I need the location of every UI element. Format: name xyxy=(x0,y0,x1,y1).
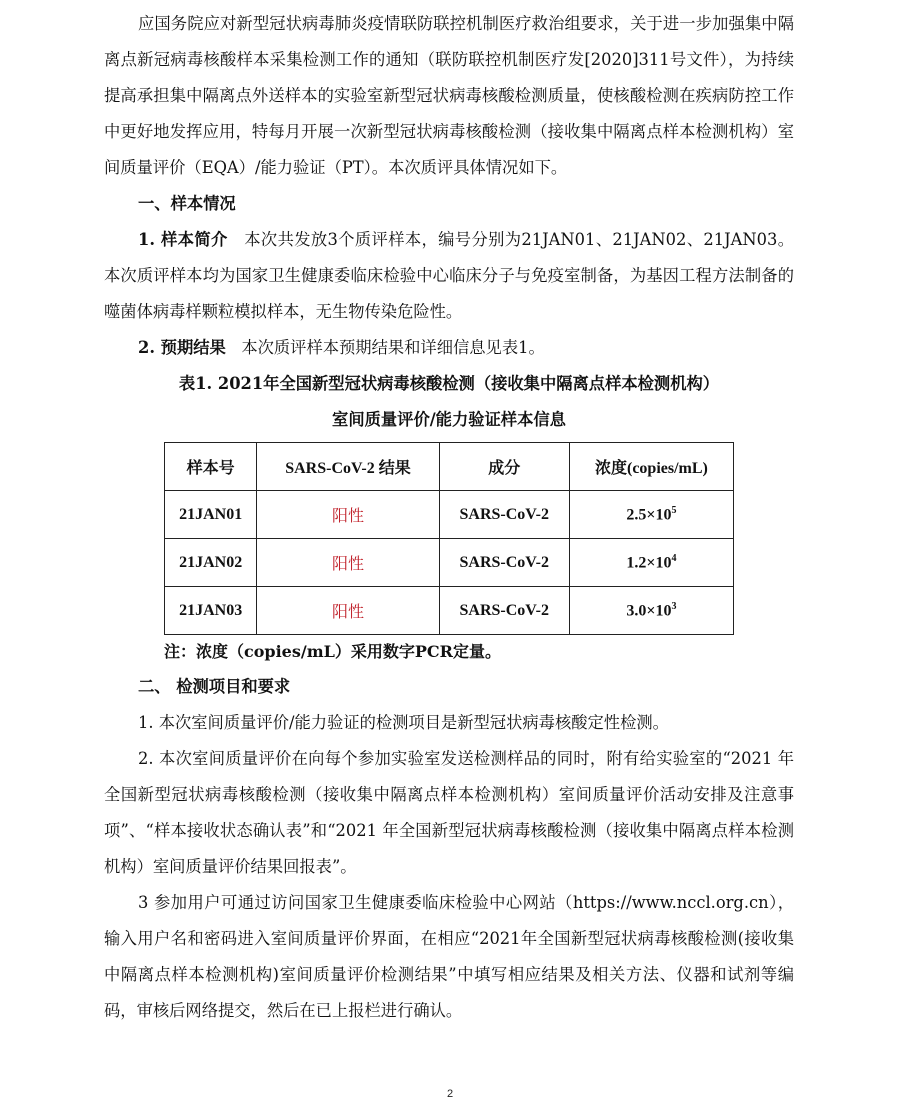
cell-result: 阳性 xyxy=(257,491,439,539)
document-body xyxy=(104,6,794,1029)
conc-exponent: 5 xyxy=(671,504,677,516)
expected-results-text: 本次质评样本预期结果和详细信息见表1。 xyxy=(241,338,545,357)
section2-paragraph-3: 3 参加用户可通过访问国家卫生健康委临床检验中心网站（https://www.nccl.org.cn），输入用户名和密码进入室间质量评价界面，在相应“2021年全国新型冠状病毒核酸检测(接收集中隔离点样本检测机构)室间质量评价检测结果”中填写相应结果及相关方法、仪器和试剂等编码，审核后网络提交，然后在已上报栏进行确认。 xyxy=(104,893,794,1020)
conc-exponent: 3 xyxy=(671,600,677,612)
table-caption-line1: 表1. 2021年全国新型冠状病毒核酸检测（接收集中隔离点样本检测机构） xyxy=(178,374,720,393)
cell-sample-id: 21JAN02 xyxy=(165,539,257,587)
table-caption-line2: 室间质量评价/能力验证样本信息 xyxy=(332,410,566,429)
sample-intro-label: 1. 样本简介 xyxy=(138,230,228,249)
cell-component: SARS-CoV-2 xyxy=(439,491,569,539)
header-component xyxy=(439,443,569,491)
page-number: 2 xyxy=(446,1088,454,1100)
cell-component: SARS-CoV-2 xyxy=(439,539,569,587)
table-row xyxy=(165,491,734,539)
table-row xyxy=(165,539,734,587)
cell-concentration xyxy=(569,587,733,635)
expected-results-label: 2. 预期结果 xyxy=(138,338,226,357)
header-result xyxy=(257,443,439,491)
header-component-text: 成分 xyxy=(488,460,521,477)
table-row xyxy=(165,587,734,635)
cell-concentration xyxy=(569,539,733,587)
conc-base: 1.2×10 xyxy=(626,554,672,572)
conc-base: 2.5×10 xyxy=(626,506,672,524)
section2-heading: 二、 检测项目和要求 xyxy=(138,677,291,696)
table-header-row xyxy=(165,443,734,491)
header-concentration xyxy=(569,443,733,491)
cell-result: 阳性 xyxy=(257,539,439,587)
header-concentration-text: 浓度(copies/mL) xyxy=(595,460,708,477)
intro-paragraph: 应国务院应对新型冠状病毒肺炎疫情联防联控机制医疗救治组要求，关于进一步加强集中隔离点新冠病毒核酸样本采集检测工作的通知（联防联控机制医疗发[2020]311号文件），为持续提高承担集中隔离点外送样本的实验室新型冠状病毒核酸检测质量，使核酸检测在疾病防控工作中更好地发挥应用，特每月开展一次新型冠状病毒核酸检测（接收集中隔离点样本检测机构）室间质量评价（EQA）/能力验证（PT）。本次质评具体情况如下。 xyxy=(104,14,794,177)
sample-info-table xyxy=(164,442,734,635)
header-result-text: SARS-CoV-2 结果 xyxy=(285,460,411,477)
conc-exponent: 4 xyxy=(671,552,677,564)
table-note: 注：浓度（copies/mL）采用数字PCR定量。 xyxy=(164,642,501,661)
cell-result: 阳性 xyxy=(257,587,439,635)
section1-heading: 一、样本情况 xyxy=(138,194,236,213)
cell-concentration xyxy=(569,491,733,539)
sample-intro-text: 本次共发放3个质评样本，编号分别为21JAN01、21JAN02、21JAN03。本次质评样本均为国家卫生健康委临床检验中心临床分子与免疫室制备，为基因工程方法制备的噬菌体病毒样颗粒模拟样本，无生物传染危险性。 xyxy=(104,230,794,321)
conc-base: 3.0×10 xyxy=(626,602,672,620)
cell-component: SARS-CoV-2 xyxy=(439,587,569,635)
cell-sample-id: 21JAN01 xyxy=(165,491,257,539)
header-sample-id xyxy=(165,443,257,491)
section2-paragraph-2: 2. 本次室间质量评价在向每个参加实验室发送检测样品的同时，附有给实验室的“2021 年全国新型冠状病毒核酸检测（接收集中隔离点样本检测机构）室间质量评价活动安排及注意事项”、“样本接收状态确认表”和“2021 年全国新型冠状病毒核酸检测（接收集中隔离点样本检测机构）室间质量评价结果回报表”。 xyxy=(104,749,794,876)
section2-paragraph-1: 1. 本次室间质量评价/能力验证的检测项目是新型冠状病毒核酸定性检测。 xyxy=(138,713,669,732)
cell-sample-id: 21JAN03 xyxy=(165,587,257,635)
expected-results-paragraph xyxy=(104,330,794,366)
sample-intro-paragraph xyxy=(104,222,794,330)
header-sample-id-text: 样本号 xyxy=(186,460,235,477)
